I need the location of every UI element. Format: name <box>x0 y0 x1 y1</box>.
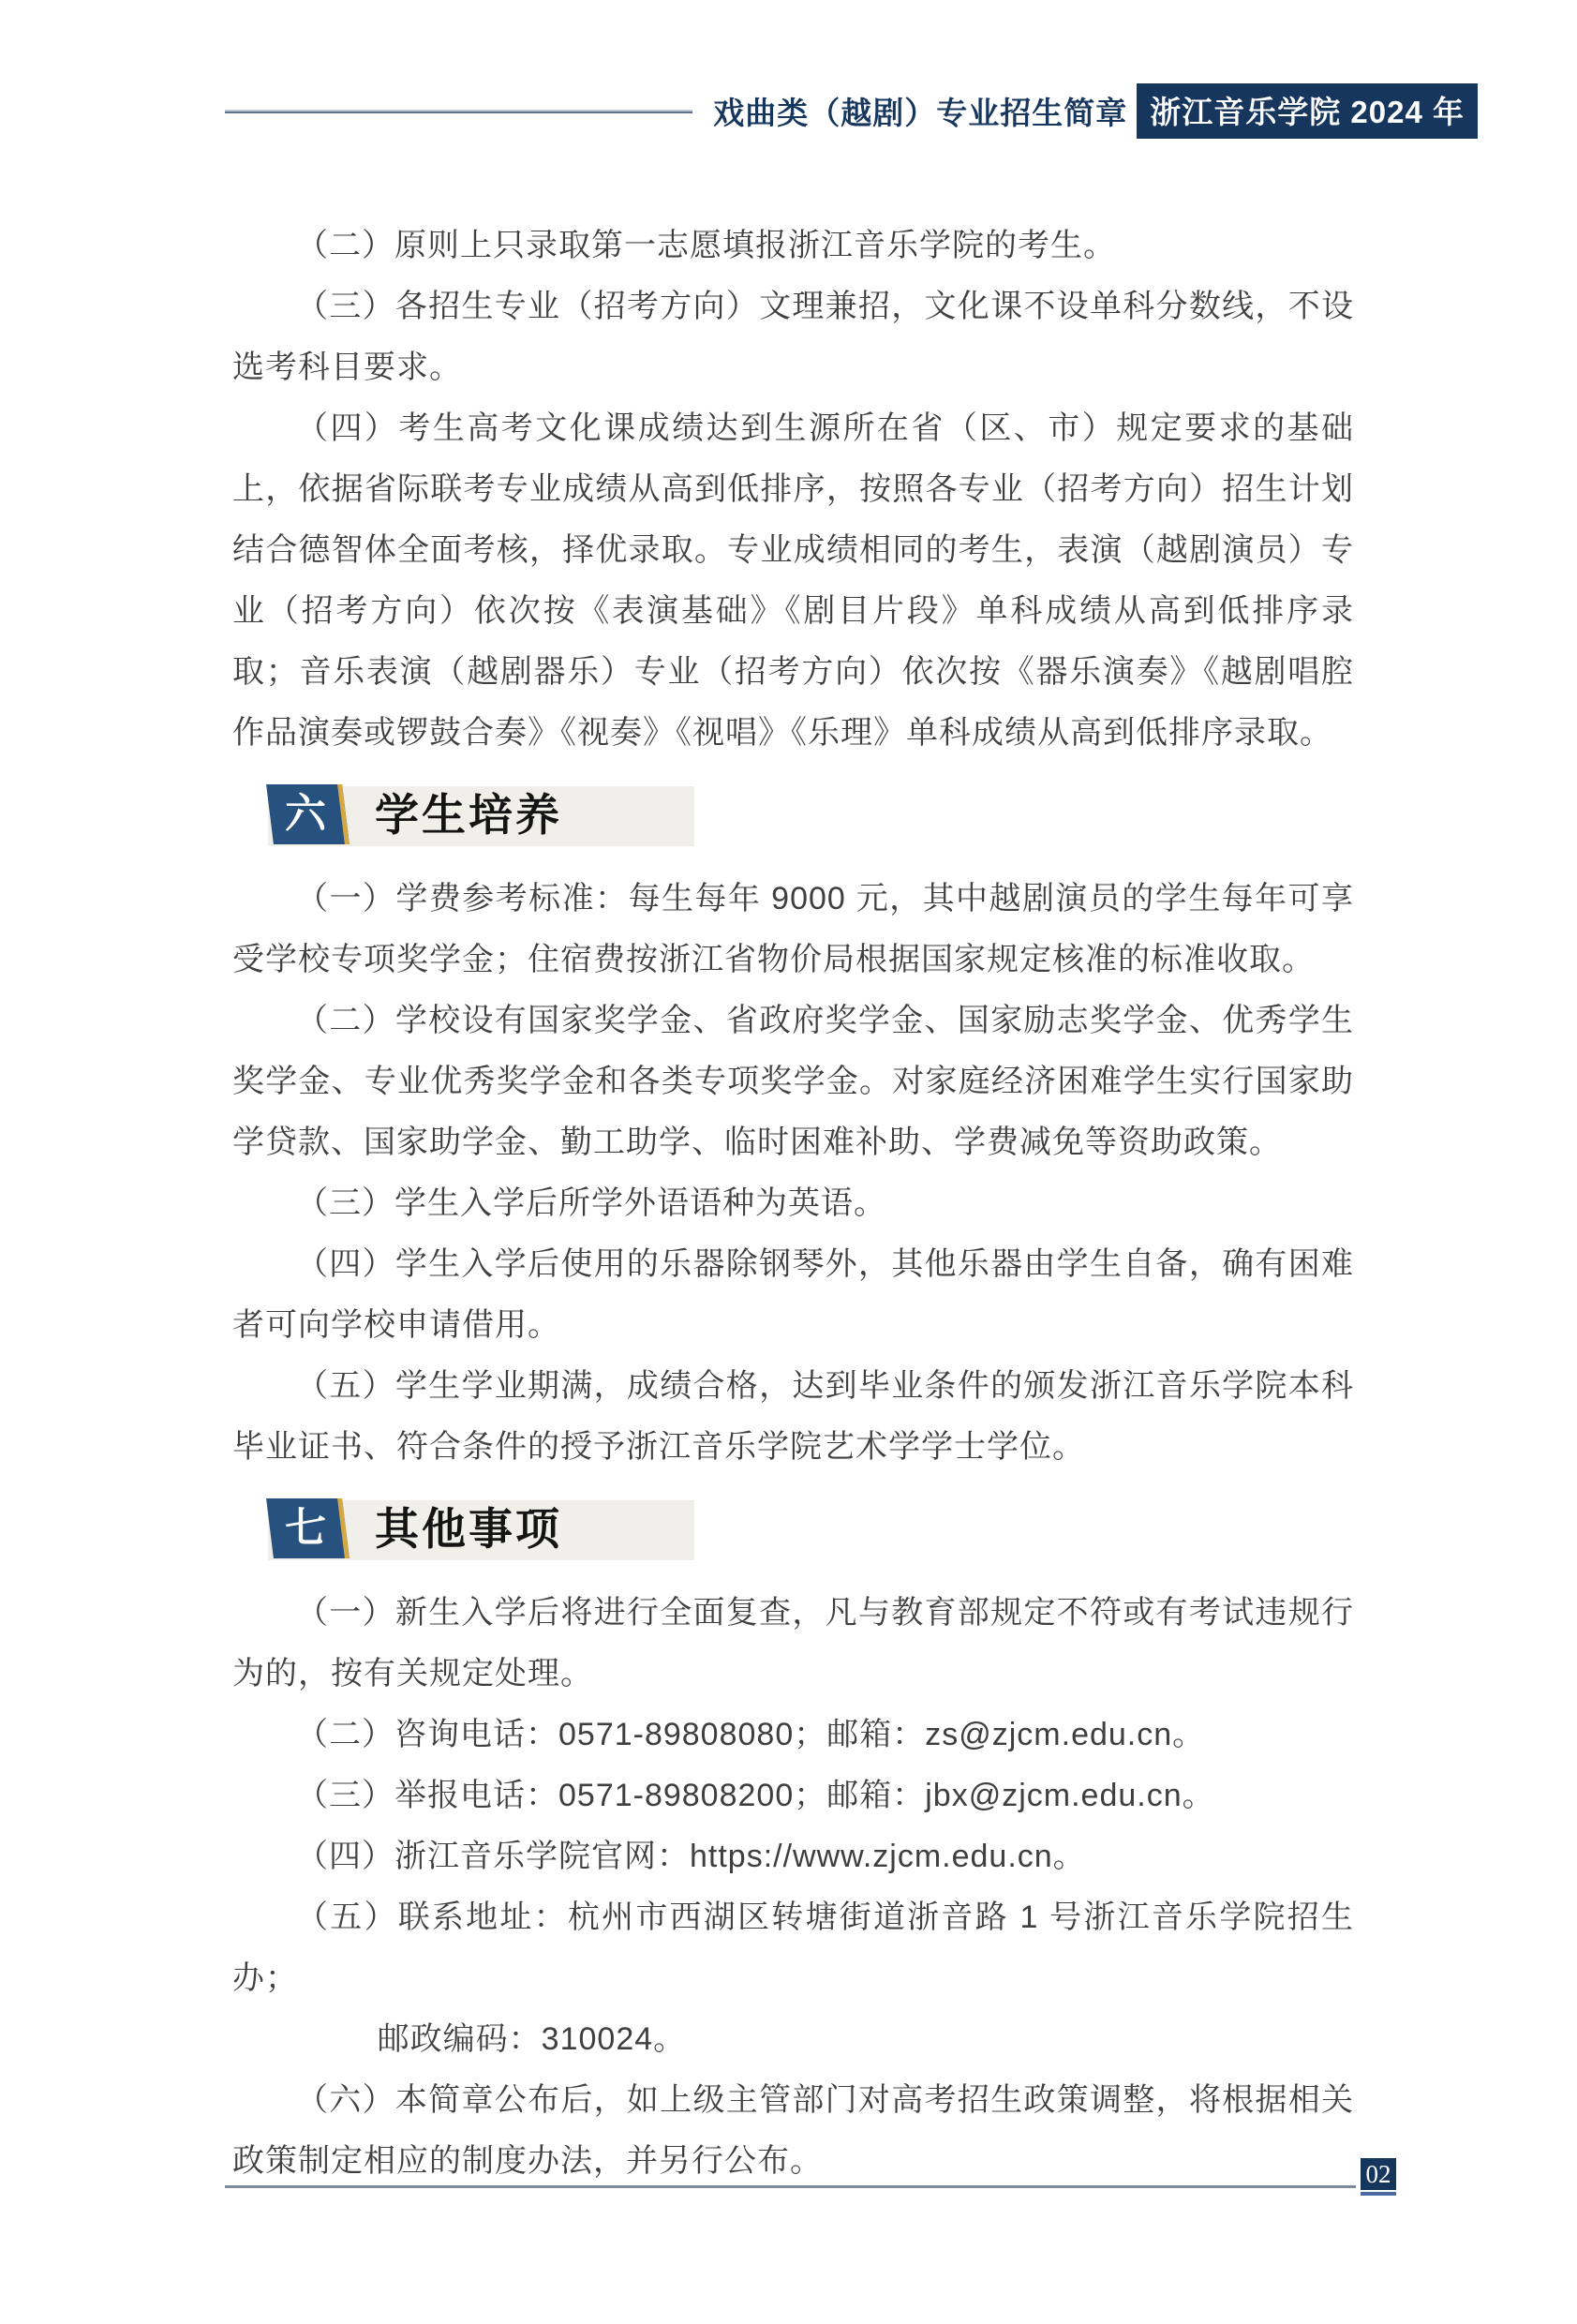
header-rule <box>225 110 692 113</box>
paragraph: （四）考生高考文化课成绩达到生源所在省（区、市）规定要求的基础上，依据省际联考专业成绩从高到低排序，按照各专业（招考方向）招生计划结合德智体全面考核，择优录取。专业成绩相同的考生，表演（越剧演员）专业（招考方向）依次按《表演基础》《剧目片段》单科成绩从高到低排序录取；音乐表演（越剧器乐）专业（招考方向）依次按《器乐演奏》《越剧唱腔作品演奏或锣鼓合奏》《视奏》《视唱》《乐理》单科成绩从高到低排序录取。 <box>232 410 1354 751</box>
running-footer <box>225 2158 1396 2203</box>
paragraph-phone-email: （二）咨询电话：0571-89808080；邮箱：zs@zjcm.edu.cn。 <box>296 1717 1206 1752</box>
paragraph: （三）各招生专业（招考方向）文理兼招，文化课不设单科分数线，不设选考科目要求。 <box>232 289 1354 385</box>
section-title: 其他事项 <box>375 1506 562 1555</box>
paragraph: （五）学生学业期满，成绩合格，达到毕业条件的颁发浙江音乐学院本科毕业证书、符合条件的授予浙江音乐学院艺术学学士学位。 <box>232 1368 1354 1465</box>
section-title: 学生培养 <box>375 792 562 841</box>
paragraph: （一）学费参考标准：每生每年 9000 元，其中越剧演员的学生每年可享受学校专项奖学金；住宿费按浙江省物价局根据国家规定核准的标准收取。 <box>232 881 1354 977</box>
section-header-student-training <box>232 786 1354 844</box>
page-number: 02 <box>1361 2158 1396 2190</box>
header-title: 戏曲类（越剧）专业招生简章 <box>713 95 1128 130</box>
running-header <box>225 90 1478 131</box>
paragraph-address: （五）联系地址：杭州市西湖区转塘街道浙音路 1 号浙江音乐学院招生办； <box>232 1899 1354 1996</box>
section-number-badge <box>266 1498 350 1558</box>
paragraph-postal-code: 邮政编码：310024。 <box>377 2021 687 2057</box>
header-year-badge: 浙江音乐学院 2024 年 <box>1137 83 1478 139</box>
paragraph: （四）学生入学后使用的乐器除钢琴外，其他乐器由学生自备，确有困难者可向学校申请借用。 <box>232 1246 1354 1343</box>
section-number: 七 <box>284 1505 327 1551</box>
paragraph: （六）本简章公布后，如上级主管部门对高考招生政策调整，将根据相关政策制定相应的制度办法，并另行公布。 <box>232 2082 1354 2179</box>
paragraph: （三）学生入学后所学外语语种为英语。 <box>296 1185 886 1221</box>
paragraph: （一）新生入学后将进行全面复查，凡与教育部规定不符或有考试违规行为的，按有关规定处理。 <box>232 1595 1354 1691</box>
page-number-badge <box>1361 2158 1396 2196</box>
section-number: 六 <box>284 791 327 837</box>
section-header-other-matters <box>232 1500 1354 1558</box>
section-number-badge <box>266 784 350 844</box>
footer-rule <box>225 2185 1356 2188</box>
page-badge-underline <box>1361 2192 1396 2196</box>
paragraph: （二）学校设有国家奖学金、省政府奖学金、国家励志奖学金、优秀学生奖学金、专业优秀奖学金和各类专项奖学金。对家庭经济困难学生实行国家助学贷款、国家助学金、勤工助学、临时困难补助、学费减免等资助政策。 <box>232 1003 1354 1160</box>
paragraph: （二）原则上只录取第一志愿填报浙江音乐学院的考生。 <box>296 228 1116 263</box>
paragraph-website: （四）浙江音乐学院官网：https://www.zjcm.edu.cn。 <box>296 1839 1086 1874</box>
document-body <box>232 216 1354 2192</box>
paragraph-phone-email: （三）举报电话：0571-89808200；邮箱：jbx@zjcm.edu.cn。 <box>296 1778 1215 1813</box>
